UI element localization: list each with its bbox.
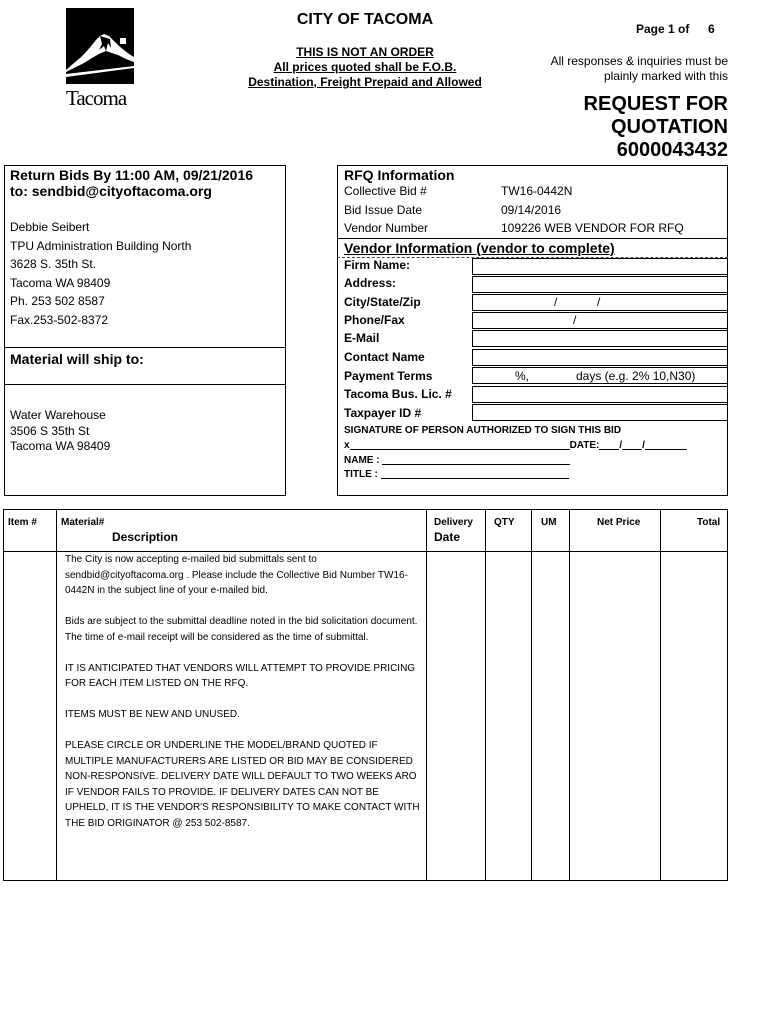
col-header-material: Material# <box>61 517 105 528</box>
signature-field[interactable] <box>350 440 570 450</box>
signature-heading: SIGNATURE OF PERSON AUTHORIZED TO SIGN THIS BID <box>344 425 622 436</box>
business-license-field[interactable] <box>472 386 728 403</box>
rfq-label-vendor-number: Vendor Number <box>344 221 429 235</box>
title-line <box>344 469 569 480</box>
payment-percent: %, <box>515 369 530 383</box>
page-indicator <box>636 22 715 36</box>
table-divider-item <box>56 509 57 881</box>
page-total: 6 <box>708 22 715 36</box>
vendor-label-business-license: Tacoma Bus. Lic. # <box>344 387 452 401</box>
buyer-street: 3628 S. 35th St. <box>10 257 97 272</box>
col-header-description: Description <box>112 530 179 544</box>
table-divider-net-price <box>660 509 661 881</box>
taxpayer-id-field[interactable] <box>472 404 728 421</box>
model-brand-paragraph: PLEASE CIRCLE OR UNDERLINE THE MODEL/BRAND QUOTED IF MULTIPLE MANUFACTURERS ARE LISTED OR BID MAY BE CONSIDERED NON-RESPONSIVE. DELIVERY DATE WILL DEFAULT TO TWO WEEKS ARO IF VENDOR FAILS TO PROVIDE. IF DELIVERY DATES CAN NOT BE UPHELD, IT IS THE VENDOR'S RESPONSIBILITY TO MAKE CONTACT WITH THE BID ORIGINATOR @ 253 502-8587. <box>65 740 420 829</box>
col-header-date: Date <box>434 530 461 544</box>
city-zip-slash-2: / <box>597 295 601 309</box>
date-label: DATE: <box>569 440 600 451</box>
rfq-number: 6000043432 <box>616 139 728 161</box>
signature-line <box>344 440 687 451</box>
ship-address <box>10 408 110 455</box>
col-header-item: Item # <box>8 517 37 528</box>
vendor-label-payment-terms: Payment Terms <box>344 369 433 383</box>
return-deadline: Return Bids By 11:00 AM, 09/21/2016 <box>10 167 254 183</box>
title-label: TITLE : <box>344 469 378 480</box>
signer-name-field[interactable] <box>382 455 570 465</box>
phone-fax-field[interactable] <box>472 312 728 329</box>
date-slash-2: / <box>642 440 645 451</box>
vendor-label-email: E-Mail <box>344 331 380 345</box>
col-header-um: UM <box>541 517 557 528</box>
return-bids <box>10 167 253 199</box>
phone-fax-slash: / <box>573 313 577 327</box>
table-divider-delivery <box>485 509 486 881</box>
rfq-title-line-1: REQUEST FOR <box>583 93 728 115</box>
vendor-label-address: Address: <box>344 276 397 290</box>
rfq-label-collective-bid: Collective Bid # <box>344 184 427 198</box>
fob-line: All prices quoted shall be F.O.B. <box>273 60 457 74</box>
new-items-paragraph: ITEMS MUST BE NEW AND UNUSED. <box>65 709 240 720</box>
table-divider-material <box>426 509 427 881</box>
inquiry-line-2: plainly marked with this <box>603 69 728 83</box>
table-divider-qty <box>531 509 532 881</box>
not-order-line: THIS IS NOT AN ORDER <box>296 45 434 59</box>
buyer-building: TPU Administration Building North <box>10 238 192 253</box>
table-divider-um <box>569 509 570 881</box>
payment-days: days (e.g. 2% 10,N30) <box>576 369 696 383</box>
date-day-field[interactable] <box>622 440 642 450</box>
rfq-info-heading: RFQ Information <box>344 167 455 183</box>
rfq-label-issue-date: Bid Issue Date <box>344 203 423 217</box>
date-year-field[interactable] <box>645 440 687 450</box>
city-title: CITY OF TACOMA <box>296 11 434 28</box>
email-submittal-paragraph: The City is now accepting e-mailed bid submittals sent to sendbid@cityoftacoma.org . Please include the Collective Bid Number TW16-0442N in the subject line of your e-mailed bid. <box>65 554 408 596</box>
contact-name-field[interactable] <box>472 349 728 366</box>
rfq-value-collective-bid: TW16-0442N <box>501 184 573 198</box>
inquiry-note <box>520 54 728 84</box>
page-label: Page 1 of <box>636 22 690 36</box>
col-header-net-price: Net Price <box>597 517 641 528</box>
ship-city: Tacoma WA 98409 <box>10 439 111 453</box>
signature-x: x <box>344 440 350 451</box>
date-slash-1: / <box>619 440 623 451</box>
name-line <box>344 455 570 466</box>
firm-name-field[interactable] <box>472 258 728 275</box>
date-month-field[interactable] <box>599 440 619 450</box>
col-header-delivery: Delivery <box>434 517 473 528</box>
vendor-info-heading: Vendor Information (vendor to complete) <box>344 240 615 256</box>
city-zip-slash-1: / <box>554 295 558 309</box>
rfq-value-issue-date: 09/14/2016 <box>501 203 562 217</box>
mountain-logo-icon <box>66 8 134 84</box>
return-email: to: sendbid@cityoftacoma.org <box>10 183 212 199</box>
col-header-qty: QTY <box>494 517 515 528</box>
rfq-title-line-2: QUOTATION <box>610 116 728 138</box>
buyer-city: Tacoma WA 98409 <box>10 275 111 290</box>
vendor-label-contact-name: Contact Name <box>344 350 425 364</box>
col-header-total: Total <box>697 517 721 528</box>
ship-street: 3506 S 35th St <box>10 423 90 438</box>
vendor-label-firm-name: Firm Name: <box>344 258 411 272</box>
name-label: NAME : <box>344 455 380 466</box>
address-field[interactable] <box>472 276 728 293</box>
vendor-label-phone-fax: Phone/Fax <box>344 313 405 327</box>
ship-heading: Material will ship to: <box>10 351 144 367</box>
order-notice <box>230 45 500 90</box>
signer-title-field[interactable] <box>381 469 569 479</box>
logo-wordmark: Tacoma <box>66 86 127 110</box>
buyer-contact <box>10 218 191 330</box>
rfq-title <box>520 93 728 162</box>
deadline-paragraph: Bids are subject to the submittal deadline noted in the bid solicitation document. The time of e-mail receipt will be considered as the time of submittal. <box>65 616 418 643</box>
city-logo <box>66 8 134 112</box>
vendor-label-city-state-zip: City/State/Zip <box>344 295 421 309</box>
buyer-phone: Ph. 253 502 8587 <box>10 294 105 309</box>
email-field[interactable] <box>472 330 728 347</box>
buyer-name: Debbie Seibert <box>10 220 90 234</box>
pricing-paragraph: IT IS ANTICIPATED THAT VENDORS WILL ATTEMPT TO PROVIDE PRICING FOR EACH ITEM LISTED ON THE RFQ. <box>65 662 416 689</box>
item-description <box>65 552 425 831</box>
rfq-value-vendor-number: 109226 WEB VENDOR FOR RFQ <box>501 221 684 235</box>
ship-name: Water Warehouse <box>10 408 106 422</box>
buyer-fax: Fax.253-502-8372 <box>10 312 109 327</box>
vendor-label-taxpayer-id: Taxpayer ID # <box>344 406 422 420</box>
destination-line: Destination, Freight Prepaid and Allowed <box>248 75 482 89</box>
inquiry-line-1: All responses & inquiries must be <box>550 54 728 68</box>
